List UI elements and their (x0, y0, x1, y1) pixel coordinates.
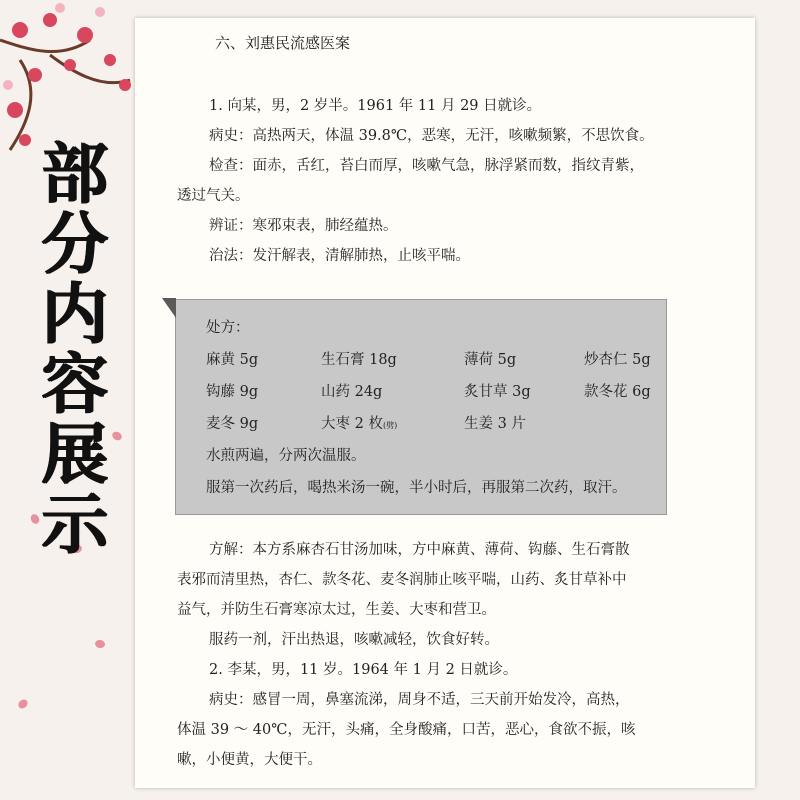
analysis-line1: 方解：本方系麻杏石甘汤加味，方中麻黄、薄荷、钩藤、生石膏散 (209, 542, 630, 558)
herb-item: 薄荷 5g (464, 352, 517, 368)
herb-item: 生姜 3 片 (464, 416, 526, 432)
herb-item: 款冬花 6g (584, 384, 651, 400)
case2-history-line1: 病史：感冒一周，鼻塞流涕，周身不适，三天前开始发冷，高热， (209, 692, 630, 708)
prescription-label: 处方： (206, 320, 250, 336)
analysis-outcome: 服药一剂，汗出热退，咳嗽减轻，饮食好转。 (209, 632, 499, 648)
herb-dazao-note: (劈) (382, 421, 398, 430)
herb-item: 山药 24g (321, 384, 383, 400)
prescription-box (175, 299, 667, 515)
box-corner-decoration (162, 298, 176, 318)
herb-item: 麦冬 9g (206, 416, 259, 432)
case1-exam-line2: 透过气关。 (177, 188, 250, 204)
case2-history-line3: 嗽，小便黄，大便干。 (177, 752, 322, 768)
dosing-instruction: 服第一次药后，喝热米汤一碗，半小时后，再服第二次药，取汗。 (206, 480, 627, 496)
case2-header: 2. 李某，男，11 岁。1964 年 1 月 2 日就诊。 (209, 662, 518, 678)
case2-history-line2: 体温 39 ～ 40℃，无汗，头痛，全身酸痛，口苦，恶心，食欲不振，咳 (177, 722, 636, 738)
banner-char: 分 (41, 206, 107, 283)
herb-item: 炒杏仁 5g (584, 352, 651, 368)
analysis-line3: 益气，并防生石膏寒凉太过，生姜、大枣和营卫。 (177, 602, 496, 618)
petal-decoration (94, 639, 105, 649)
case1-header: 1. 向某，男，2 岁半。1961 年 11 月 29 日就诊。 (209, 98, 542, 114)
banner-char: 展 (41, 416, 107, 493)
side-banner (22, 136, 126, 563)
herb-item-dazao (321, 412, 397, 433)
petal-decoration (17, 698, 30, 711)
herb-item: 生石膏 18g (321, 352, 397, 368)
section-title: 六、刘惠民流感医案 (215, 34, 351, 52)
case1-history: 病史：高热两天，体温 39.8℃，恶寒，无汗，咳嗽频繁，不思饮食。 (209, 128, 654, 144)
book-page (135, 18, 755, 788)
herb-dazao-text: 大枣 2 枚 (321, 416, 383, 432)
herb-item: 麻黄 5g (206, 352, 259, 368)
case1-exam-line1: 检查：面赤，舌红，苔白而厚，咳嗽气急，脉浮紧而数，指纹青紫， (209, 158, 644, 174)
herb-item: 炙甘草 3g (464, 384, 531, 400)
banner-char: 内 (41, 276, 107, 353)
banner-char: 容 (41, 346, 107, 423)
case1-treatment: 治法：发汗解表，清解肺热，止咳平喘。 (209, 248, 470, 264)
decoction-instruction: 水煎两遍，分两次温服。 (206, 448, 366, 464)
herb-item: 钩藤 9g (206, 384, 259, 400)
case1-diagnosis: 辨证：寒邪束表，肺经蕴热。 (209, 218, 398, 234)
analysis-line2: 表邪而清里热，杏仁、款冬花、麦冬润肺止咳平喘，山药、炙甘草补中 (177, 572, 627, 588)
banner-char: 示 (41, 486, 107, 563)
banner-char: 部 (41, 136, 107, 213)
